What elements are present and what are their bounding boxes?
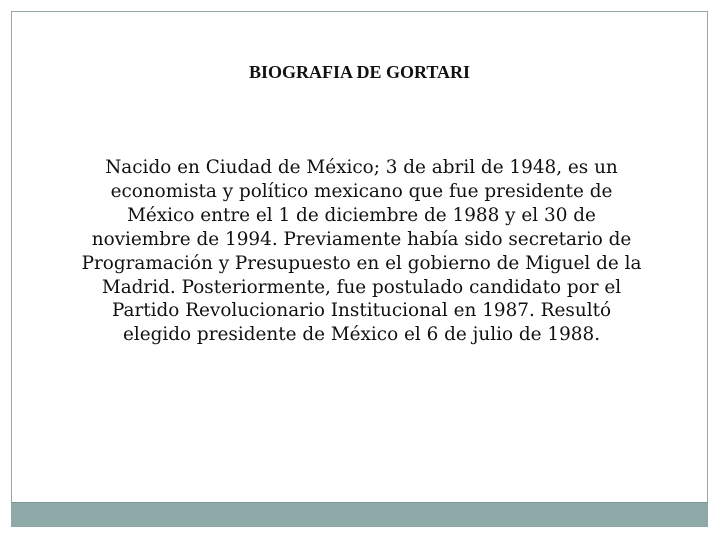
slide-title: BIOGRAFIA DE GORTARI (248, 62, 471, 82)
footer-bar (11, 502, 708, 527)
biography-paragraph: Nacido en Ciudad de México; 3 de abril de 1948, es un economista y político mexicano que fue presidente de México entre el 1 de diciembre de 1988 y el 30 de noviembre de 1994. Previamente había sido secretario de Programación y Presupuesto en el gobierno de Miguel de la Madrid. Posteriormente, fue postulado candidato por el Partido Revolucionario Institucional en 1987. Resultó elegido presidente de México el 6 de julio de 1988. (81, 157, 642, 346)
